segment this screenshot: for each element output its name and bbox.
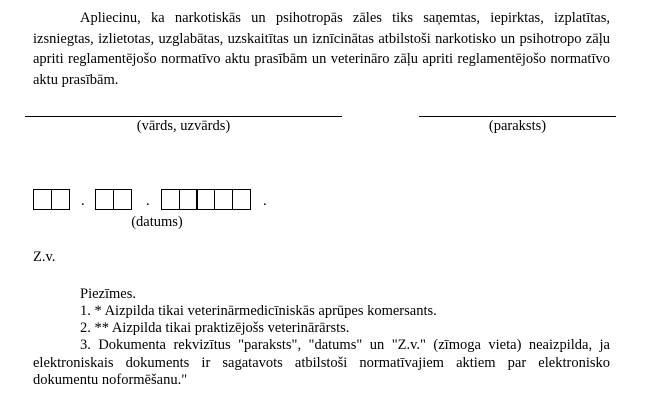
note-item: 2. ** Aizpilda tikai praktizējošs veterinārārsts. — [80, 320, 350, 336]
date-month-boxes — [95, 189, 132, 210]
date-caption: (datums) — [131, 214, 183, 230]
date-year-boxes — [161, 189, 251, 210]
date-month-digit[interactable] — [95, 189, 114, 210]
date-day-boxes — [33, 189, 70, 210]
stamp-place-label: Z.v. — [33, 249, 56, 265]
date-year-digit[interactable] — [196, 189, 215, 210]
note-item: 3. Dokumenta rekvizītus "paraksts", "datums" un "Z.v." (zīmoga vieta) neaizpilda, ja elektroniskais dokuments ir sagatavots atbilstoši normatīvajiem aktiem par elektronisko dokumentu noformēšanu." — [33, 337, 610, 388]
date-year-digit[interactable] — [161, 189, 180, 210]
date-month-digit[interactable] — [113, 189, 132, 210]
date-year-digit[interactable] — [214, 189, 233, 210]
signature-caption: (paraksts) — [488, 118, 547, 134]
date-separator: . — [81, 193, 85, 209]
date-separator: . — [263, 193, 267, 209]
date-day-digit[interactable] — [51, 189, 70, 210]
signature-line[interactable] — [419, 116, 616, 117]
statement-paragraph: Apliecinu, ka narkotiskās un psihotropās zāles tiks saņemtas, iepirktas, izplatītas, izsniegtas, izlietotas, uzglabātas, uzskaitītas un iznīcinātas atbilstoši narkotisko un psihotropo zāļu apriti reglamentējošo normatīvo aktu prasībām un veterināro zāļu apriti reglamentējošo normatīvo aktu prasībām. — [33, 10, 610, 88]
date-year-digit[interactable] — [179, 189, 198, 210]
name-line[interactable] — [25, 116, 342, 117]
date-separator: . — [146, 193, 150, 209]
date-day-digit[interactable] — [33, 189, 52, 210]
date-year-digit[interactable] — [232, 189, 251, 210]
note-item: 1. * Aizpilda tikai veterinārmedicīniskās aprūpes komersants. — [80, 303, 437, 319]
name-caption: (vārds, uzvārds) — [136, 118, 231, 134]
notes-heading: Piezīmes. — [80, 286, 136, 302]
